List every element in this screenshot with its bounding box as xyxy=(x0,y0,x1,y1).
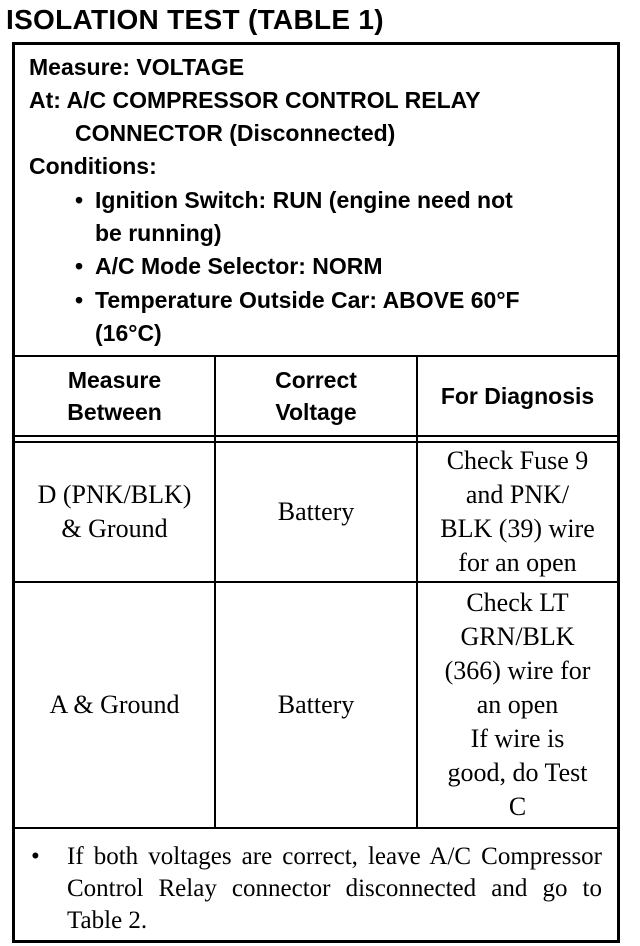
rule xyxy=(15,435,617,437)
condition-bullet: • xyxy=(75,287,84,313)
cell-text: Check LT xyxy=(466,588,569,617)
cell-text: If wire is xyxy=(470,724,565,753)
location-line-2: CONNECTOR (Disconnected) xyxy=(75,120,396,146)
condition-bullet: • xyxy=(75,187,84,213)
condition-item: A/C Mode Selector: NORM xyxy=(95,253,383,279)
cell-text: (366) wire for xyxy=(444,656,591,685)
test-box xyxy=(12,42,620,943)
conditions-label: Conditions: xyxy=(29,153,157,179)
measure-label: Measure: VOLTAGE xyxy=(29,54,245,80)
condition-item: Temperature Outside Car: ABOVE 60°F xyxy=(95,287,520,313)
cell-text: D (PNK/BLK) xyxy=(37,480,192,509)
footnote-text: If both voltages are correct, leave A/C Compressor Control Relay connector disconnected and go to Table 2. xyxy=(67,843,602,934)
table-cell-voltage xyxy=(216,583,416,827)
location-line-1: At: A/C COMPRESSOR CONTROL RELAY xyxy=(29,87,481,113)
cell-text: & Ground xyxy=(61,514,168,543)
header-text: Voltage xyxy=(275,399,357,425)
cell-text: for an open xyxy=(458,548,577,577)
footnote-bullet: • xyxy=(31,843,40,870)
cell-text: an open xyxy=(476,690,559,719)
cell-text: Check Fuse 9 xyxy=(446,446,589,475)
test-conditions xyxy=(15,45,617,355)
table-cell-diagnosis xyxy=(418,443,617,581)
column-header-correct-voltage xyxy=(216,357,416,435)
header-text: Correct xyxy=(275,367,357,393)
cell-text: C xyxy=(508,792,527,821)
column-header-for-diagnosis xyxy=(418,357,617,435)
cell-text: Battery xyxy=(277,497,355,526)
table-cell-voltage xyxy=(216,443,416,581)
header-text: Between xyxy=(67,399,162,425)
table-cell-diagnosis xyxy=(418,583,617,827)
footnote xyxy=(15,829,617,940)
cell-text: BLK (39) wire xyxy=(440,514,595,543)
cell-text: A & Ground xyxy=(49,690,180,719)
page-title: ISOLATION TEST (TABLE 1) xyxy=(6,4,384,35)
header-text: For Diagnosis xyxy=(440,383,595,409)
condition-item-continued: (16°C) xyxy=(95,320,162,346)
condition-item: Ignition Switch: RUN (engine need not xyxy=(95,187,513,213)
cell-text: Battery xyxy=(277,690,355,719)
cell-text: and PNK/ xyxy=(465,480,570,509)
condition-bullet: • xyxy=(75,253,84,279)
cell-text: good, do Test xyxy=(447,758,588,787)
header-text: Measure xyxy=(67,367,162,393)
table-cell-measure xyxy=(15,443,214,581)
condition-item-continued: be running) xyxy=(95,220,222,246)
cell-text: GRN/BLK xyxy=(460,622,575,651)
table-cell-measure xyxy=(15,583,214,827)
column-header-measure-between xyxy=(15,357,214,435)
